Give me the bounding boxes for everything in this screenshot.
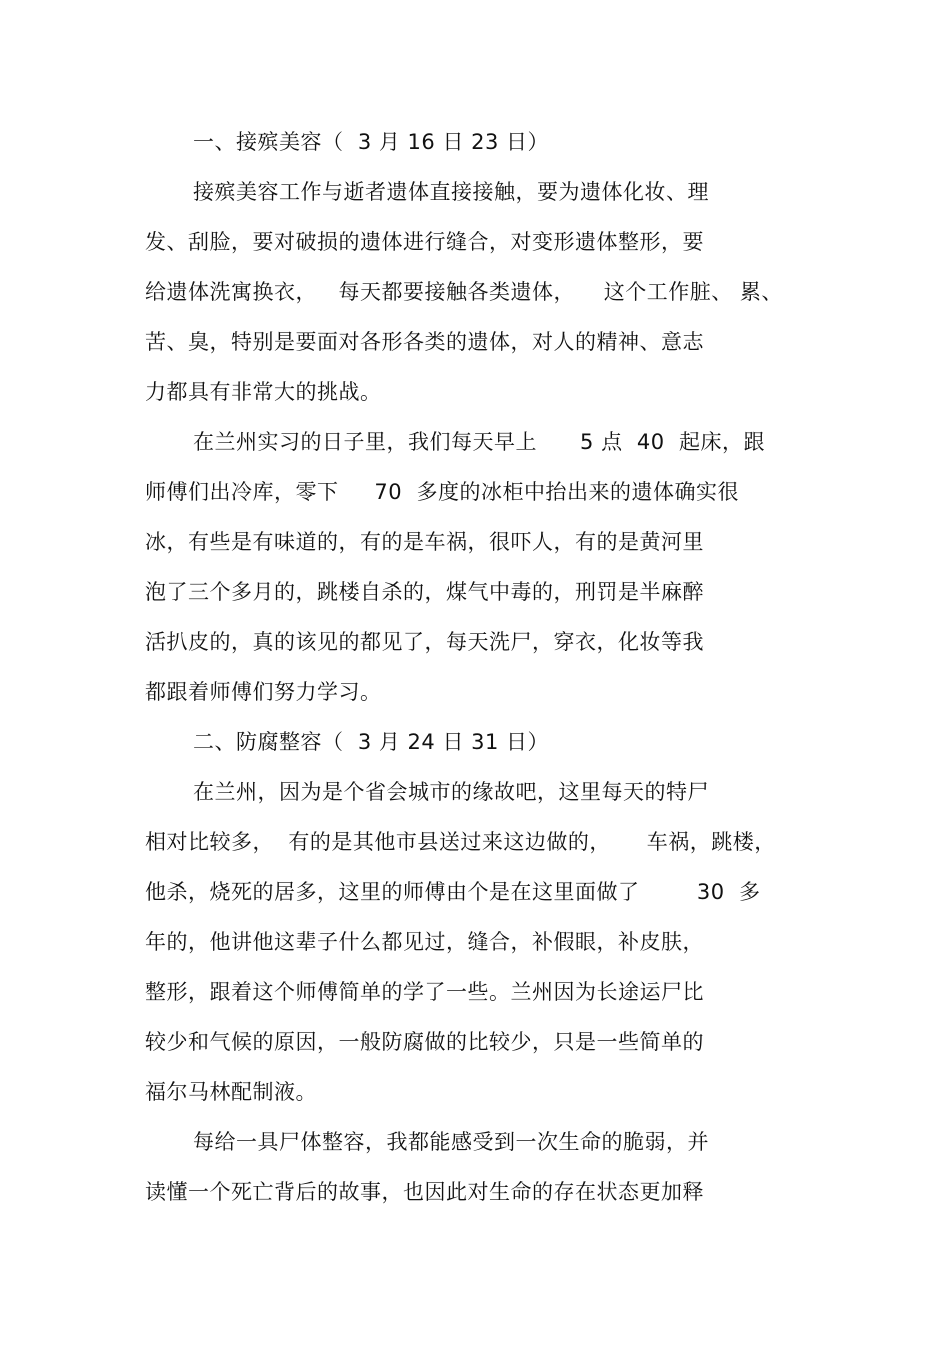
paragraph-line: 他杀，烧死的居多，这里的师傅由个是在这里面做了 30 多 — [145, 880, 761, 904]
paragraph-line: 年的，他讲他这辈子什么都见过，缝合，补假眼，补皮肤， — [145, 930, 704, 954]
paragraph-line: 在兰州，因为是个省会城市的缘故吧，这里每天的特尸 — [193, 780, 709, 804]
paragraph-line: 力都具有非常大的挑战。 — [145, 380, 382, 404]
paragraph-line: 苦、臭，特别是要面对各形各类的遗体，对人的精神、意志 — [145, 330, 704, 354]
paragraph-line: 整形，跟着这个师傅简单的学了一些。兰州因为长途运尸比 — [145, 980, 704, 1004]
paragraph-line: 每给一具尸体整容，我都能感受到一次生命的脆弱，并 — [193, 1130, 709, 1154]
paragraph-line: 福尔马林配制液。 — [145, 1080, 317, 1104]
paragraph-line: 相对比较多， 有的是其他市县送过来这边做的， 车祸，跳楼， — [145, 830, 776, 854]
section-heading-1: 一、接殡美容（ 3 月 16 日 23 日） — [193, 130, 550, 154]
paragraph-line: 发、刮脸，要对破损的遗体进行缝合，对变形遗体整形，要 — [145, 230, 704, 254]
paragraph-line: 给遗体洗寓换衣， 每天都要接触各类遗体， 这个工作脏、 累、 — [145, 280, 783, 304]
paragraph-line: 都跟着师傅们努力学习。 — [145, 680, 382, 704]
paragraph-line: 冰，有些是有味道的，有的是车祸，很吓人，有的是黄河里 — [145, 530, 704, 554]
paragraph-line: 泡了三个多月的，跳楼自杀的，煤气中毒的，刑罚是半麻醉 — [145, 580, 704, 604]
paragraph-line: 读懂一个死亡背后的故事，也因此对生命的存在状态更加释 — [145, 1180, 704, 1204]
section-heading-2: 二、防腐整容（ 3 月 24 日 31 日） — [193, 730, 550, 754]
paragraph-line: 活扒皮的，真的该见的都见了，每天洗尸，穿衣，化妆等我 — [145, 630, 704, 654]
paragraph-line: 师傅们出冷库，零下 70 多度的冰柜中抬出来的遗体确实很 — [145, 480, 739, 504]
paragraph-line: 接殡美容工作与逝者遗体直接接触，要为遗体化妆、理 — [193, 180, 709, 204]
paragraph-line: 较少和气候的原因，一般防腐做的比较少，只是一些简单的 — [145, 1030, 704, 1054]
paragraph-line: 在兰州实习的日子里，我们每天早上 5 点 40 起床，跟 — [193, 430, 766, 454]
